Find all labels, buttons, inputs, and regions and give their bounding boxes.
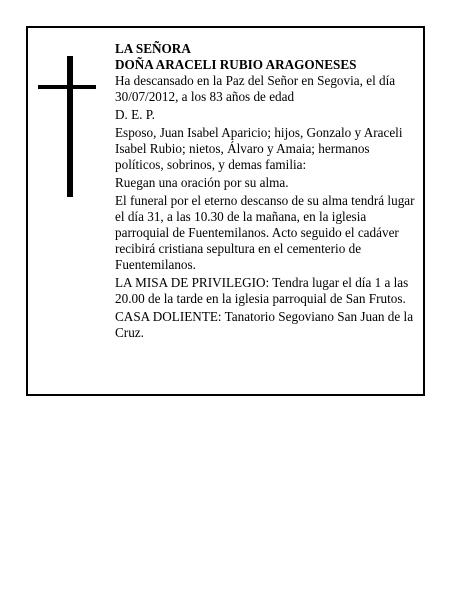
deceased-name: DOÑA ARACELI RUBIO ARAGONESES <box>115 57 357 72</box>
notice-heading: LA SEÑORA <box>115 41 191 56</box>
prayer-request: Ruegan una oración por su alma. <box>115 175 289 190</box>
cross-vertical-bar <box>67 56 73 197</box>
mass-details: LA MISA DE PRIVILEGIO: Tendra lugar el día 1 a las 20.00 de la tarde en la iglesia parroquial de San Frutos. <box>115 275 409 306</box>
obituary-text <box>115 41 421 343</box>
cross-horizontal-bar <box>38 85 96 89</box>
family-members: Esposo, Juan Isabel Aparicio; hijos, Gonzalo y Araceli Isabel Rubio; nietos, Álvaro y Amaia; hermanos políticos, sobrinos, y demas familia: <box>115 125 403 172</box>
death-announcement: Ha descansado en la Paz del Señor en Segovia, el día 30/07/2012, a los 83 años de edad <box>115 73 396 104</box>
rip-line: D. E. P. <box>115 107 155 122</box>
mourning-house: CASA DOLIENTE: Tanatorio Segoviano San Juan de la Cruz. <box>115 309 414 340</box>
funeral-details: El funeral por el eterno descanso de su alma tendrá lugar el día 31, a las 10.30 de la mañana, en la iglesia parroquial de Fuentemilanos. Acto seguido el cadáver recibirá cristiana sepultura en el cementerio de Fuentemilanos. <box>115 193 415 272</box>
obituary-notice <box>26 26 425 396</box>
